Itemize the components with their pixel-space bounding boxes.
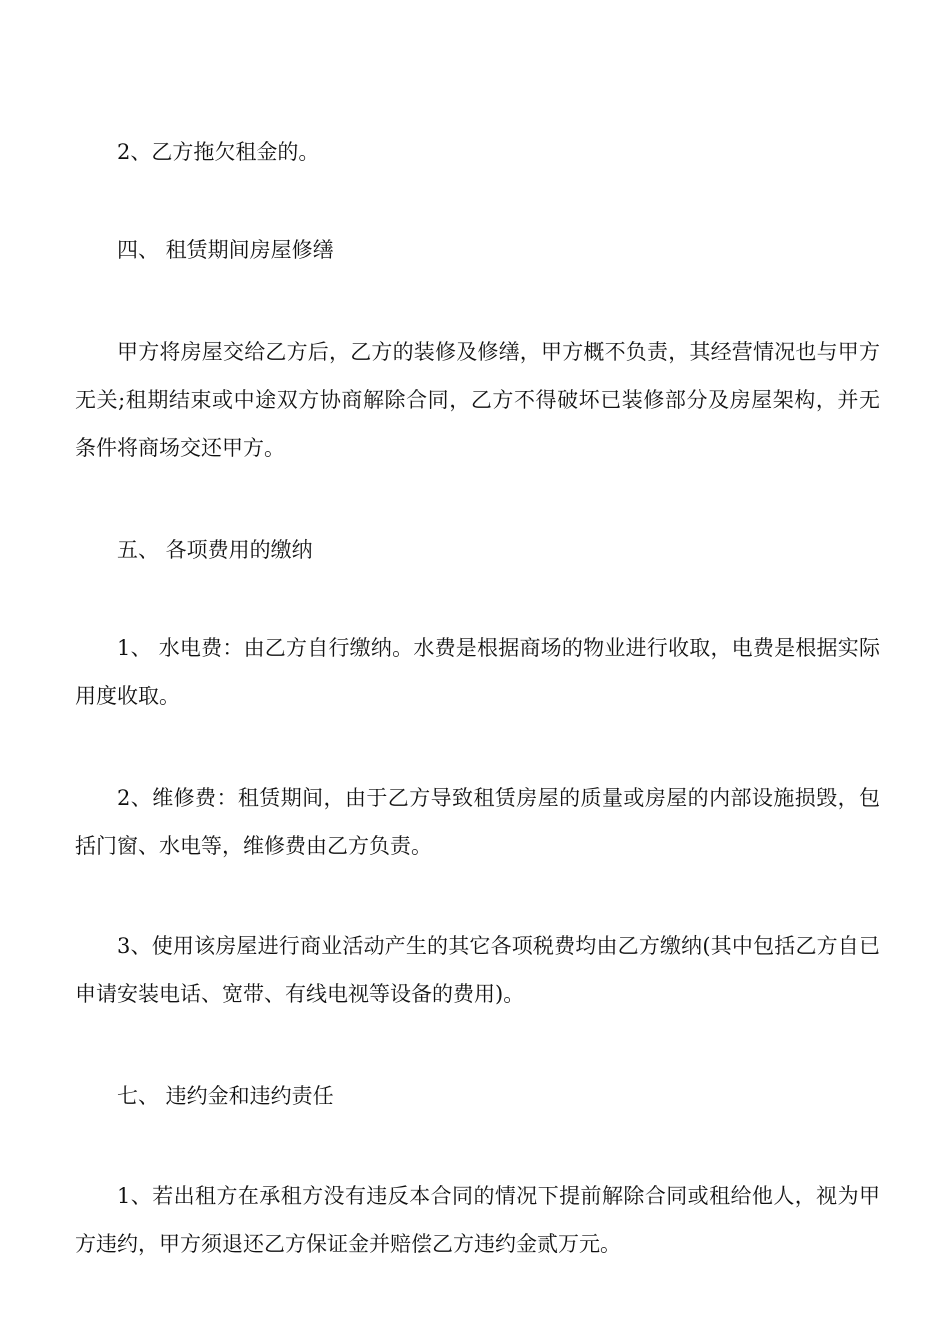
fee-item-1-utilities: 1、 水电费：由乙方自行缴纳。水费是根据商场的物业进行收取，电费是根据实际用度收取。	[75, 636, 880, 708]
section-heading-5: 五、 各项费用的缴纳	[117, 538, 313, 562]
fee-item-3-taxes: 3、使用该房屋进行商业活动产生的其它各项税费均由乙方缴纳(其中包括乙方自已申请安装电话、宽带、有线电视等设备的费用)。	[75, 934, 880, 1006]
clause-item-2-arrears: 2、乙方拖欠租金的。	[117, 140, 320, 164]
section-heading-4: 四、 租赁期间房屋修缮	[117, 238, 334, 262]
section-heading-7: 七、 违约金和违约责任	[117, 1084, 334, 1108]
fee-item-2-maintenance: 2、维修费：租赁期间，由于乙方导致租赁房屋的质量或房屋的内部设施损毁，包括门窗、水电等，维修费由乙方负责。	[75, 786, 880, 858]
repair-clause-paragraph: 甲方将房屋交给乙方后，乙方的装修及修缮，甲方概不负责，其经营情况也与甲方无关;租期结束或中途双方协商解除合同，乙方不得破坏已装修部分及房屋架构，并无条件将商场交还甲方。	[75, 340, 880, 460]
penalty-item-1: 1、若出租方在承租方没有违反本合同的情况下提前解除合同或租给他人，视为甲方违约，甲方须退还乙方保证金并赔偿乙方违约金贰万元。	[75, 1184, 880, 1256]
